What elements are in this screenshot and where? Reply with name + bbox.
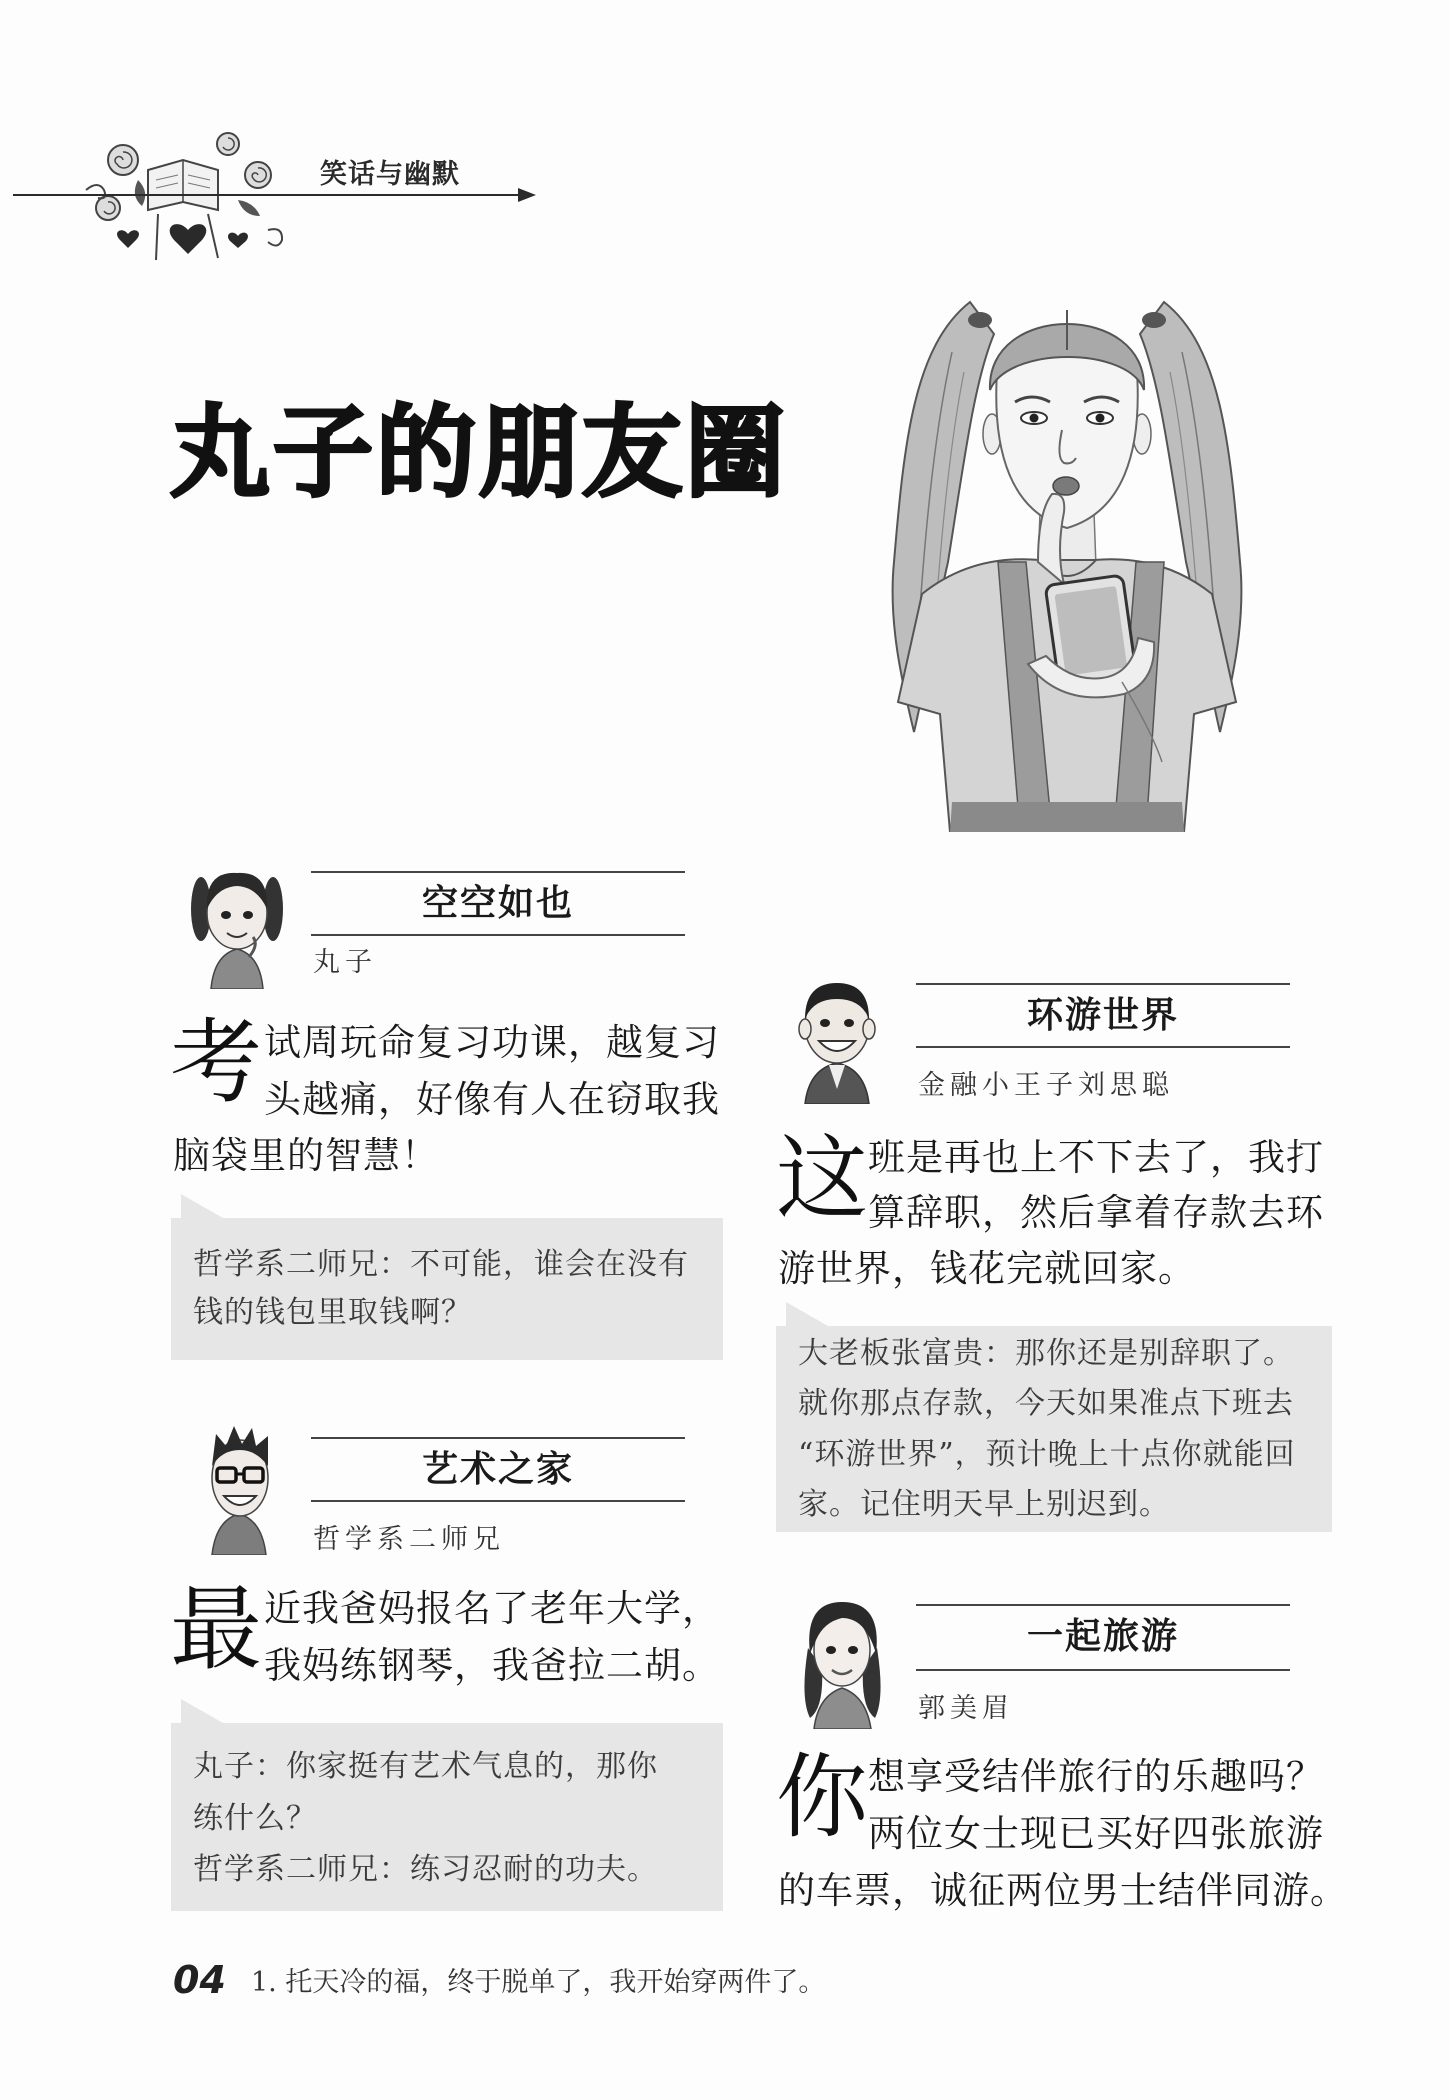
drop-cap: 你 (776, 1744, 869, 1851)
post-text-line: 我妈练钢琴，我爸拉二胡。 (264, 1644, 720, 1687)
comment-line: 钱的钱包里取钱啊？ (193, 1295, 472, 1330)
avatar-guo-meimei (794, 1588, 891, 1729)
comment-line: “环游世界”，预计晚上十点你就能回 (798, 1437, 1296, 1472)
post-title-rule-top (916, 1604, 1290, 1606)
footnote: 1. 托天冷的福，终于脱单了，我开始穿两件了。 (251, 1967, 826, 1998)
comment-box (776, 1326, 1332, 1532)
post-title-rule-bottom (311, 1500, 685, 1502)
comment-line: 大老板张富贵：那你还是别辞职了。 (798, 1336, 1294, 1371)
comment-line: 丸子：你家挺有艺术气息的，那你 (193, 1749, 658, 1784)
post-text-line: 近我爸妈报名了老年大学， (264, 1587, 720, 1630)
comment-line: 家。记住明天早上别迟到。 (798, 1487, 1170, 1522)
avatar-wanzi (187, 861, 287, 989)
header-doodle (78, 130, 290, 264)
post-text-line: 算辞职，然后拿着存款去环 (868, 1191, 1324, 1234)
header-rule (13, 194, 525, 196)
post-title-rule-bottom (916, 1669, 1290, 1671)
comment-line: 就你那点存款，今天如果准点下班去 (798, 1386, 1294, 1421)
post-title: 艺术之家 (421, 1449, 574, 1490)
post-title-rule-bottom (311, 934, 685, 936)
post-title-rule-top (916, 983, 1290, 985)
post-title-rule-bottom (916, 1046, 1290, 1048)
post-text-line: 两位女士现已买好四张旅游 (868, 1812, 1324, 1855)
post-text-line: 脑袋里的智慧！ (173, 1134, 439, 1177)
drop-cap: 考 (170, 1009, 263, 1116)
page-title: 丸子的朋友圈 (170, 394, 788, 511)
header-arrow-icon (518, 188, 536, 202)
post-author: 金融小王子刘思聪 (918, 1070, 1174, 1101)
girl-with-phone-illustration (852, 262, 1282, 832)
post-title: 环游世界 (1026, 995, 1179, 1036)
section-label: 笑话与幽默 (320, 159, 460, 190)
post-text-line: 的车票，诚征两位男士结伴同游。 (778, 1869, 1348, 1912)
post-title: 空空如也 (421, 883, 574, 924)
post-text-line: 游世界，钱花完就回家。 (778, 1247, 1196, 1290)
avatar-liu-sicong (787, 969, 887, 1104)
post-text-line: 头越痛，好像有人在窃取我 (264, 1078, 720, 1121)
comment-box (171, 1218, 723, 1360)
drop-cap: 这 (776, 1125, 869, 1232)
post-author: 郭美眉 (918, 1693, 1014, 1724)
drop-cap: 最 (170, 1576, 263, 1683)
comment-box (171, 1723, 723, 1911)
post-author: 哲学系二师兄 (313, 1524, 505, 1555)
post-title-rule-top (311, 871, 685, 873)
avatar-philosophy-senior (190, 1420, 288, 1555)
post-title: 一起旅游 (1026, 1616, 1179, 1657)
comment-line: 哲学系二师兄：练习忍耐的功夫。 (193, 1852, 658, 1887)
post-title-rule-top (311, 1437, 685, 1439)
comment-line: 哲学系二师兄：不可能，谁会在没有 (193, 1247, 689, 1282)
post-text-line: 想享受结伴旅行的乐趣吗？ (868, 1755, 1324, 1798)
post-text-line: 班是再也上不下去了，我打 (868, 1136, 1324, 1179)
page-number: 04 (173, 1958, 226, 2002)
comment-line: 练什么？ (193, 1801, 317, 1836)
post-text-line: 试周玩命复习功课，越复习 (264, 1021, 720, 1064)
post-author: 丸子 (313, 947, 377, 978)
